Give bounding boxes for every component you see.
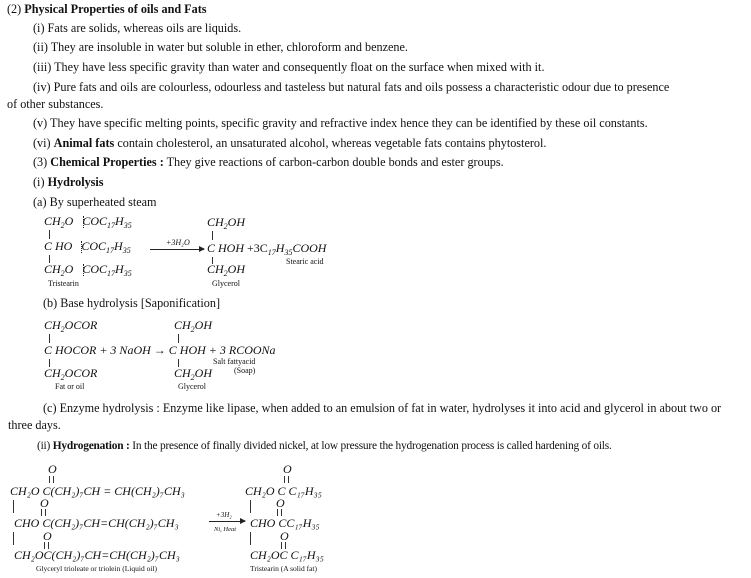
enzyme-paragraph: (c) Enzyme hydrolysis : Enzyme like lipase, when added to an emulsion of fat in water, hydrolyses it into acid and glycerol in about two or three days. bbox=[8, 401, 722, 432]
eq3-left-row-1: CH₂O C(CH₂)₇CH = CH(CH₂)₇CH₃ bbox=[10, 484, 185, 498]
eq2-reactant-row-3: $CH_2OCOR$ bbox=[44, 366, 98, 382]
physical-item-4: (iv) Pure fats and oils are colourless, odourless and tasteless but natural fats and oils possess a characteristic odour due to presence bbox=[33, 80, 670, 94]
item-6-bold: Animal fats bbox=[53, 136, 115, 150]
eq2-product-row-3: $CH_2OH$ bbox=[174, 366, 213, 382]
eq2-label-glycerol: Glycerol bbox=[178, 382, 206, 391]
physical-item-2: (ii) They are insoluble in water but soluble in ether, chloroform and benzene. bbox=[33, 40, 408, 54]
eq1-condition: +3H₂O bbox=[166, 238, 190, 247]
eq1-bond-1 bbox=[49, 230, 50, 239]
eq1-dotted-break-1 bbox=[83, 216, 84, 228]
eq3-right-double-bond-1 bbox=[284, 476, 289, 483]
eq3-right-row-1: CH₂O C C₁₇H₃₅ bbox=[245, 484, 322, 498]
eq3-arrow bbox=[209, 521, 245, 522]
eq3-double-bond-2 bbox=[41, 509, 46, 516]
eq3-right-oxygen-1: O bbox=[283, 462, 292, 476]
physical-item-5: (v) They have specific melting points, specific gravity and refractive index hence they can be identified by these oil constants. bbox=[33, 116, 648, 130]
eq3-bond-2 bbox=[13, 532, 14, 545]
eq3-condition-bottom: Ni, Heat bbox=[214, 526, 237, 533]
section-heading bbox=[7, 2, 207, 17]
hydro-bold: Hydrogenation : bbox=[52, 440, 130, 452]
eq1-label-stearic: Stearic acid bbox=[286, 257, 324, 266]
eq3-oxygen-2: O bbox=[40, 496, 49, 510]
eq3-label-tristearin: Tristearin (A solid fat) bbox=[250, 564, 318, 573]
physical-item-6 bbox=[33, 136, 546, 151]
eq1-dotted-break-2 bbox=[81, 241, 82, 253]
eq1-reactant-row-1: $CH_2O$ $COC_{17}H_{35}$ bbox=[44, 214, 132, 230]
item-6-text: contain cholesterol, an unsaturated alcohol, whereas vegetable fats contains phytosterol. bbox=[114, 136, 547, 150]
hydrolysis-bold: Hydrolysis bbox=[47, 175, 104, 189]
eq2-label-fat: Fat or oil bbox=[55, 382, 85, 391]
eq3-right-oxygen-2: O bbox=[276, 496, 285, 510]
eq1-product-row-3: $CH_2OH$ bbox=[207, 262, 246, 278]
eq2-reactant-row-1: $CH_2OCOR$ bbox=[44, 318, 98, 334]
eq3-double-bond-1 bbox=[49, 476, 54, 483]
physical-item-4-cont: of other substances. bbox=[7, 97, 104, 111]
eq3-condition-top: +3H₂ bbox=[216, 511, 232, 519]
hydro-text: In the presence of finally divided nickel, at low pressure the hydrogenation process is called hardening of oils. bbox=[129, 440, 612, 452]
physical-item-3: (iii) They have less specific gravity than water and consequently float on the surface when mixed with it. bbox=[33, 60, 545, 74]
eq2-label-salt: Salt fattyacid bbox=[213, 357, 256, 366]
eq1-reactant-row-2: C HO $COC_{17}H_{35}$ bbox=[44, 239, 131, 255]
heading-title: Physical Properties of oils and Fats bbox=[24, 2, 207, 16]
eq3-right-row-3: CH₂OC C₁₇H₃₅ bbox=[250, 548, 324, 562]
chem-bold: Chemical Properties : bbox=[50, 155, 164, 169]
eq3-left-row-3: CH₂OC(CH₂)₇CH=CH(CH₂)₇CH₃ bbox=[14, 548, 180, 562]
eq3-oxygen-3: O bbox=[43, 529, 52, 543]
eq3-right-oxygen-3: O bbox=[280, 529, 289, 543]
eq3-right-bond-1 bbox=[250, 500, 251, 513]
base-hydrolysis-title: (b) Base hydrolysis [Saponification] bbox=[43, 296, 221, 310]
eq3-label-triolein: Glyceryl trioleate or triolein (Liquid oil) bbox=[36, 564, 158, 573]
eq3-bond-1 bbox=[13, 500, 14, 513]
eq2-bond-1 bbox=[49, 334, 50, 343]
hydrogenation-line bbox=[37, 440, 612, 452]
hydro-prefix: (ii) bbox=[37, 440, 53, 452]
eq3-right-bond-2 bbox=[250, 532, 251, 545]
chemical-properties bbox=[33, 155, 504, 170]
chem-text: They give reactions of carbon-carbon double bonds and ester groups. bbox=[163, 155, 504, 169]
eq1-product-bond-1 bbox=[212, 231, 213, 240]
eq1-product-row-1: $CH_2OH$ bbox=[207, 215, 246, 231]
hydrolysis-prefix: (i) bbox=[33, 175, 48, 189]
eq1-label-glycerol: Glycerol bbox=[212, 279, 240, 288]
eq1-dotted-break-3 bbox=[83, 264, 84, 276]
eq2-label-soap: (Soap) bbox=[234, 366, 256, 375]
steam-title: (a) By superheated steam bbox=[33, 195, 157, 209]
chem-prefix: (3) bbox=[33, 155, 51, 169]
heading-number: (2) bbox=[7, 2, 25, 16]
eq1-product-row-2: C HOH $+3C_{17}H_{35}COOH$ bbox=[207, 241, 327, 257]
eq1-label-tristearin: Tristearin bbox=[48, 279, 79, 288]
eq2-product-row-1: $CH_2OH$ bbox=[174, 318, 213, 334]
eq1-reactant-row-3: $CH_2O$ $COC_{17}H_{35}$ bbox=[44, 262, 132, 278]
eq2-main-row: C HOCOR + 3 NaOH → C HOH + 3 RCOONa bbox=[44, 343, 276, 357]
eq3-right-double-bond-2 bbox=[277, 509, 282, 516]
eq3-left-row-2: CHO C(CH₂)₇CH=CH(CH₂)₇CH₃ bbox=[14, 516, 179, 530]
hydrolysis-heading bbox=[33, 175, 104, 190]
eq3-right-row-2: CHO CC₁₇H₃₅ bbox=[250, 516, 320, 530]
physical-item-1: (i) Fats are solids, whereas oils are liquids. bbox=[33, 21, 242, 35]
eq3-oxygen-1: O bbox=[48, 462, 57, 476]
eq2-product-bond-1 bbox=[178, 334, 179, 343]
eq1-arrow bbox=[150, 249, 204, 250]
item-6-prefix: (vi) bbox=[33, 136, 54, 150]
